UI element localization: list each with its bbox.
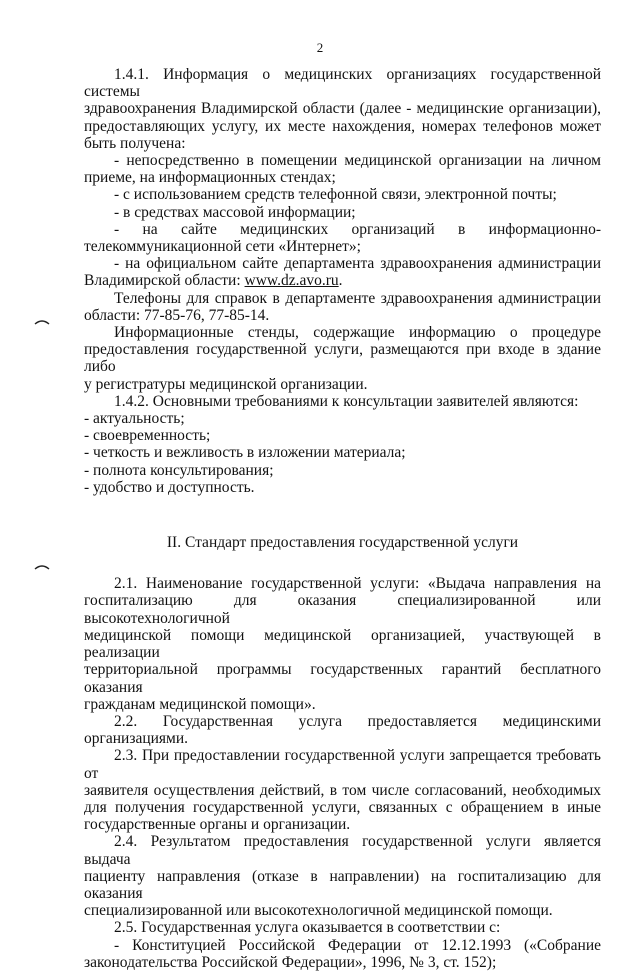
requirement-item: - удобство и доступность. <box>84 478 255 496</box>
requirement-item: - своевременность; <box>84 427 211 445</box>
bullet-text: Владимирской области: <box>84 272 245 290</box>
page-number: 2 <box>316 40 324 55</box>
stands-line: у регистратуры медицинской организации. <box>84 375 368 393</box>
bullet-line: приеме, на информационных стендах; <box>84 169 336 187</box>
paragraph-2-4-line: специализированной или высокотехнологичной медицинской помощи. <box>84 902 553 920</box>
bullet-line: - в средствах массовой информации; <box>114 203 356 221</box>
bullet-line: - с использованием средств телефонной связи, электронной почты; <box>114 186 557 204</box>
paragraph-2-3-line: заявителя осуществления действий, в том числе согласований, необходимых <box>84 781 601 799</box>
paragraph-2-4-line: пациенту направления (отказе в направлении) на госпитализацию для оказания <box>84 867 601 902</box>
website-suffix: . <box>338 272 343 290</box>
paragraph-1-4-1-line: быть получена: <box>84 134 186 152</box>
requirement-item: - полнота консультирования; <box>84 461 274 479</box>
paragraph-2-5-item-line: - Конституцией Российской Федерации от 12.12.1993 («Собрание <box>114 936 601 954</box>
bullet-line <box>84 272 601 289</box>
paragraph-2-1-line: территориальной программы государственных гарантий бесплатного оказания <box>84 661 601 696</box>
paragraph-1-4-1-line: 1.4.1. Информация о медицинских организациях государственной системы <box>84 66 601 101</box>
section-heading: II. Стандарт предоставления государственной услуги <box>166 534 519 552</box>
margin-mark <box>34 318 50 326</box>
stands-line: предоставления государственной услуги, размещаются при входе в здание либо <box>84 341 601 376</box>
paragraph-2-4-line: 2.4. Результатом предоставления государственной услуги является выдача <box>84 833 601 868</box>
bullet-line: телекоммуникационной сети «Интернет»; <box>84 238 361 256</box>
phones-line: области: 77-85-76, 77-85-14. <box>84 306 270 324</box>
paragraph-2-5-item-line: законодательства Российской Федерации», 1996, № 3, ст. 152); <box>84 953 497 971</box>
paragraph-1-4-1-line: предоставляющих услугу, их месте нахождения, номерах телефонов может <box>84 117 601 135</box>
bullet-line: - на официальном сайте департамента здравоохранения администрации <box>114 255 601 273</box>
requirement-item: - актуальность; <box>84 410 185 428</box>
paragraph-2-1-line: медицинской помощи медицинской организацией, участвующей в реализации <box>84 626 601 662</box>
paragraph-2-3-line: государственные органы и организации. <box>84 816 351 834</box>
document-body <box>84 66 601 971</box>
paragraph-2-3-line: для получения государственной услуги, связанных с обращением в иные <box>84 798 601 816</box>
paragraph-2-1-line: госпитализацию для оказания специализированной или высокотехнологичной <box>84 592 601 627</box>
bullet-line: - на сайте медицинских организаций в информационно- <box>114 220 601 238</box>
paragraph-2-1-line: гражданам медицинской помощи». <box>84 695 316 713</box>
paragraph-1-4-2: 1.4.2. Основными требованиями к консультации заявителей являются: <box>114 392 579 410</box>
paragraph-2-2-line: организациями. <box>84 730 189 748</box>
margin-mark <box>34 563 50 571</box>
stands-line: Информационные стенды, содержащие информацию о процедуре <box>114 324 601 342</box>
website-link[interactable]: www.dz.avo.ru <box>244 272 339 290</box>
bullet-line: - непосредственно в помещении медицинской организации на личном <box>114 152 601 170</box>
phones-line: Телефоны для справок в департаменте здравоохранения администрации <box>114 289 601 307</box>
paragraph-2-1-line: 2.1. Наименование государственной услуги: «Выдача направления на <box>114 575 601 593</box>
paragraph-1-4-1-line: здравоохранения Владимирской области (далее - медицинские организации), <box>84 100 601 118</box>
paragraph-2-5: 2.5. Государственная услуга оказывается в соответствии с: <box>114 919 501 937</box>
requirement-item: - четкость и вежливость в изложении материала; <box>84 444 406 462</box>
paragraph-2-2-line: 2.2. Государственная услуга предоставляется медицинскими <box>114 712 601 730</box>
paragraph-2-3-line: 2.3. При предоставлении государственной услуги запрещается требовать от <box>84 747 601 782</box>
